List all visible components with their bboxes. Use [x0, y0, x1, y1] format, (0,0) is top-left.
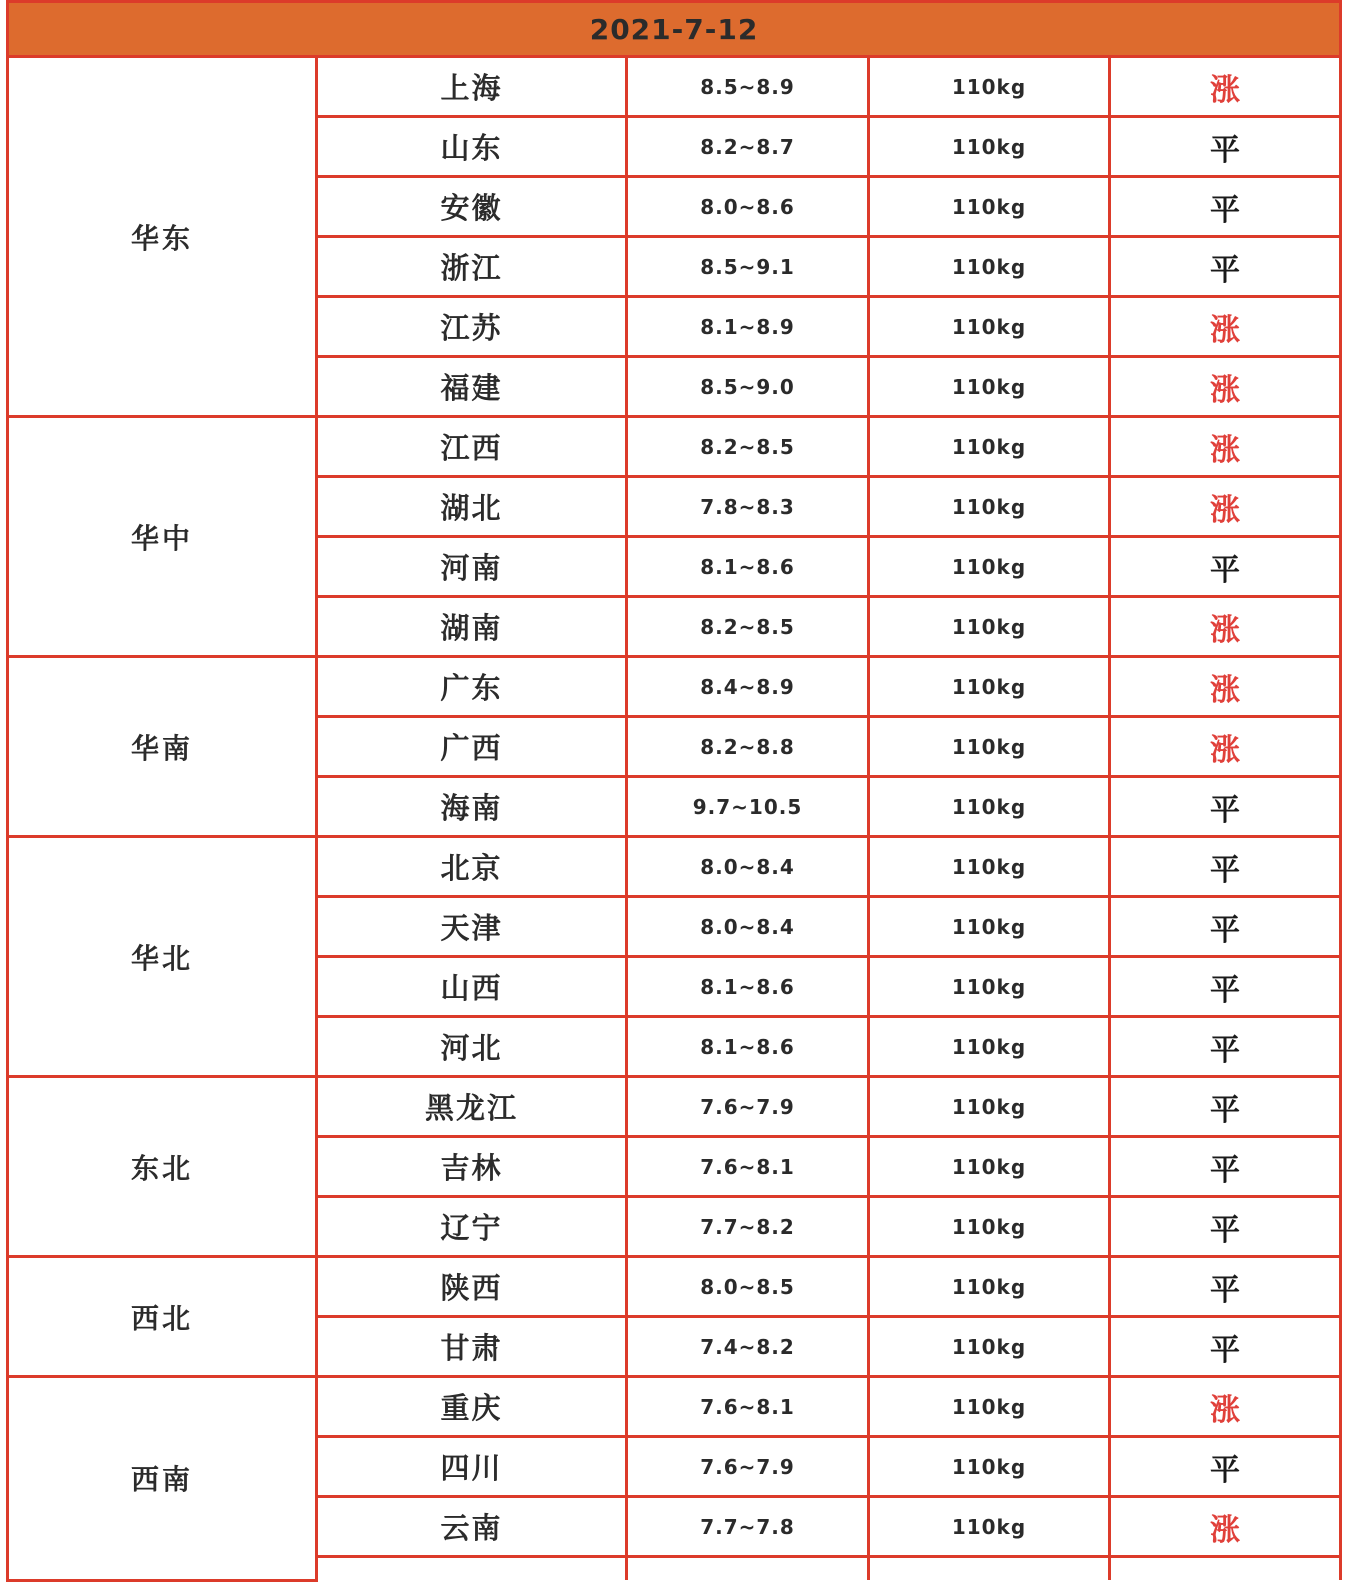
- region-cell: 华北: [8, 837, 317, 1077]
- province-cell: 四川: [317, 1437, 627, 1497]
- province-cell: 黑龙江: [317, 1077, 627, 1137]
- cutoff-cell: [627, 1557, 869, 1581]
- price-range-cell: 8.0~8.5: [627, 1257, 869, 1317]
- trend-cell: 涨: [1110, 57, 1341, 117]
- price-range-cell: 8.2~8.8: [627, 717, 869, 777]
- weight-cell: 110kg: [869, 897, 1110, 957]
- trend-cell: 涨: [1110, 417, 1341, 477]
- cutoff-cell: [869, 1557, 1110, 1581]
- province-cell: 湖北: [317, 477, 627, 537]
- trend-cell: 涨: [1110, 1497, 1341, 1557]
- weight-cell: 110kg: [869, 1257, 1110, 1317]
- price-range-cell: 7.8~8.3: [627, 477, 869, 537]
- trend-cell: 平: [1110, 1257, 1341, 1317]
- trend-cell: 涨: [1110, 657, 1341, 717]
- table-row: [8, 57, 1341, 117]
- weight-cell: 110kg: [869, 597, 1110, 657]
- trend-cell: 涨: [1110, 597, 1341, 657]
- price-range-cell: 7.6~7.9: [627, 1437, 869, 1497]
- weight-cell: 110kg: [869, 837, 1110, 897]
- table-row: [8, 657, 1341, 717]
- weight-cell: 110kg: [869, 357, 1110, 417]
- province-cell: 吉林: [317, 1137, 627, 1197]
- province-cell: 广西: [317, 717, 627, 777]
- province-cell: 河北: [317, 1017, 627, 1077]
- weight-cell: 110kg: [869, 657, 1110, 717]
- date-title: 2021-7-12: [8, 2, 1341, 57]
- trend-cell: 平: [1110, 897, 1341, 957]
- table-row: [8, 1077, 1341, 1137]
- province-cell: 山西: [317, 957, 627, 1017]
- province-cell: 湖南: [317, 597, 627, 657]
- province-cell: 天津: [317, 897, 627, 957]
- price-range-cell: 9.7~10.5: [627, 777, 869, 837]
- region-cell: 华东: [8, 57, 317, 417]
- trend-cell: 平: [1110, 1077, 1341, 1137]
- province-cell: 甘肃: [317, 1317, 627, 1377]
- province-cell: 江西: [317, 417, 627, 477]
- weight-cell: 110kg: [869, 1197, 1110, 1257]
- region-cell: 东北: [8, 1077, 317, 1257]
- weight-cell: 110kg: [869, 237, 1110, 297]
- price-range-cell: 8.4~8.9: [627, 657, 869, 717]
- trend-cell: 平: [1110, 1317, 1341, 1377]
- weight-cell: 110kg: [869, 117, 1110, 177]
- trend-cell: 涨: [1110, 297, 1341, 357]
- province-cell: 北京: [317, 837, 627, 897]
- weight-cell: 110kg: [869, 777, 1110, 837]
- table-row: [8, 1257, 1341, 1317]
- trend-cell: 平: [1110, 237, 1341, 297]
- price-range-cell: 7.6~8.1: [627, 1137, 869, 1197]
- trend-cell: 平: [1110, 957, 1341, 1017]
- province-cell: 广东: [317, 657, 627, 717]
- province-cell: 江苏: [317, 297, 627, 357]
- price-range-cell: 8.1~8.6: [627, 957, 869, 1017]
- province-cell: 浙江: [317, 237, 627, 297]
- hog-price-table: [6, 0, 1342, 1582]
- trend-cell: 平: [1110, 837, 1341, 897]
- price-range-cell: 8.0~8.4: [627, 897, 869, 957]
- trend-cell: 涨: [1110, 357, 1341, 417]
- weight-cell: 110kg: [869, 177, 1110, 237]
- trend-cell: 涨: [1110, 717, 1341, 777]
- price-range-cell: 8.0~8.6: [627, 177, 869, 237]
- weight-cell: 110kg: [869, 1497, 1110, 1557]
- province-cell: 福建: [317, 357, 627, 417]
- weight-cell: 110kg: [869, 1077, 1110, 1137]
- trend-cell: 平: [1110, 177, 1341, 237]
- weight-cell: 110kg: [869, 537, 1110, 597]
- price-range-cell: 7.6~7.9: [627, 1077, 869, 1137]
- price-range-cell: 8.5~8.9: [627, 57, 869, 117]
- province-cell: 山东: [317, 117, 627, 177]
- province-cell: 辽宁: [317, 1197, 627, 1257]
- table-row: [8, 417, 1341, 477]
- weight-cell: 110kg: [869, 717, 1110, 777]
- trend-cell: 平: [1110, 1437, 1341, 1497]
- price-range-cell: 8.5~9.0: [627, 357, 869, 417]
- price-range-cell: 8.1~8.6: [627, 537, 869, 597]
- price-range-cell: 8.5~9.1: [627, 237, 869, 297]
- trend-cell: 平: [1110, 777, 1341, 837]
- price-range-cell: 8.1~8.9: [627, 297, 869, 357]
- weight-cell: 110kg: [869, 1017, 1110, 1077]
- province-cell: 重庆: [317, 1377, 627, 1437]
- trend-cell: 平: [1110, 1137, 1341, 1197]
- province-cell: 陕西: [317, 1257, 627, 1317]
- weight-cell: 110kg: [869, 1377, 1110, 1437]
- price-range-cell: 7.4~8.2: [627, 1317, 869, 1377]
- weight-cell: 110kg: [869, 1137, 1110, 1197]
- table-row: [8, 837, 1341, 897]
- price-range-cell: 7.7~8.2: [627, 1197, 869, 1257]
- table-body: [8, 2, 1341, 1581]
- weight-cell: 110kg: [869, 957, 1110, 1017]
- trend-cell: 涨: [1110, 1377, 1341, 1437]
- region-cell: 华南: [8, 657, 317, 837]
- price-sheet: [6, 0, 1339, 1582]
- weight-cell: 110kg: [869, 57, 1110, 117]
- weight-cell: 110kg: [869, 297, 1110, 357]
- price-range-cell: 8.2~8.7: [627, 117, 869, 177]
- province-cell: 海南: [317, 777, 627, 837]
- province-cell: 河南: [317, 537, 627, 597]
- trend-cell: 平: [1110, 1197, 1341, 1257]
- province-cell: 云南: [317, 1497, 627, 1557]
- weight-cell: 110kg: [869, 477, 1110, 537]
- cutoff-cell: [317, 1557, 627, 1581]
- weight-cell: 110kg: [869, 1437, 1110, 1497]
- region-cell: 西南: [8, 1377, 317, 1581]
- trend-cell: 平: [1110, 1017, 1341, 1077]
- price-range-cell: 8.2~8.5: [627, 417, 869, 477]
- province-cell: 上海: [317, 57, 627, 117]
- province-cell: 安徽: [317, 177, 627, 237]
- price-range-cell: 7.7~7.8: [627, 1497, 869, 1557]
- title-row: [8, 2, 1341, 57]
- weight-cell: 110kg: [869, 417, 1110, 477]
- cutoff-cell: [1110, 1557, 1341, 1581]
- weight-cell: 110kg: [869, 1317, 1110, 1377]
- trend-cell: 涨: [1110, 477, 1341, 537]
- table-row: [8, 1377, 1341, 1437]
- trend-cell: 平: [1110, 537, 1341, 597]
- price-range-cell: 8.2~8.5: [627, 597, 869, 657]
- price-range-cell: 8.1~8.6: [627, 1017, 869, 1077]
- region-cell: 西北: [8, 1257, 317, 1377]
- price-range-cell: 8.0~8.4: [627, 837, 869, 897]
- trend-cell: 平: [1110, 117, 1341, 177]
- region-cell: 华中: [8, 417, 317, 657]
- price-range-cell: 7.6~8.1: [627, 1377, 869, 1437]
